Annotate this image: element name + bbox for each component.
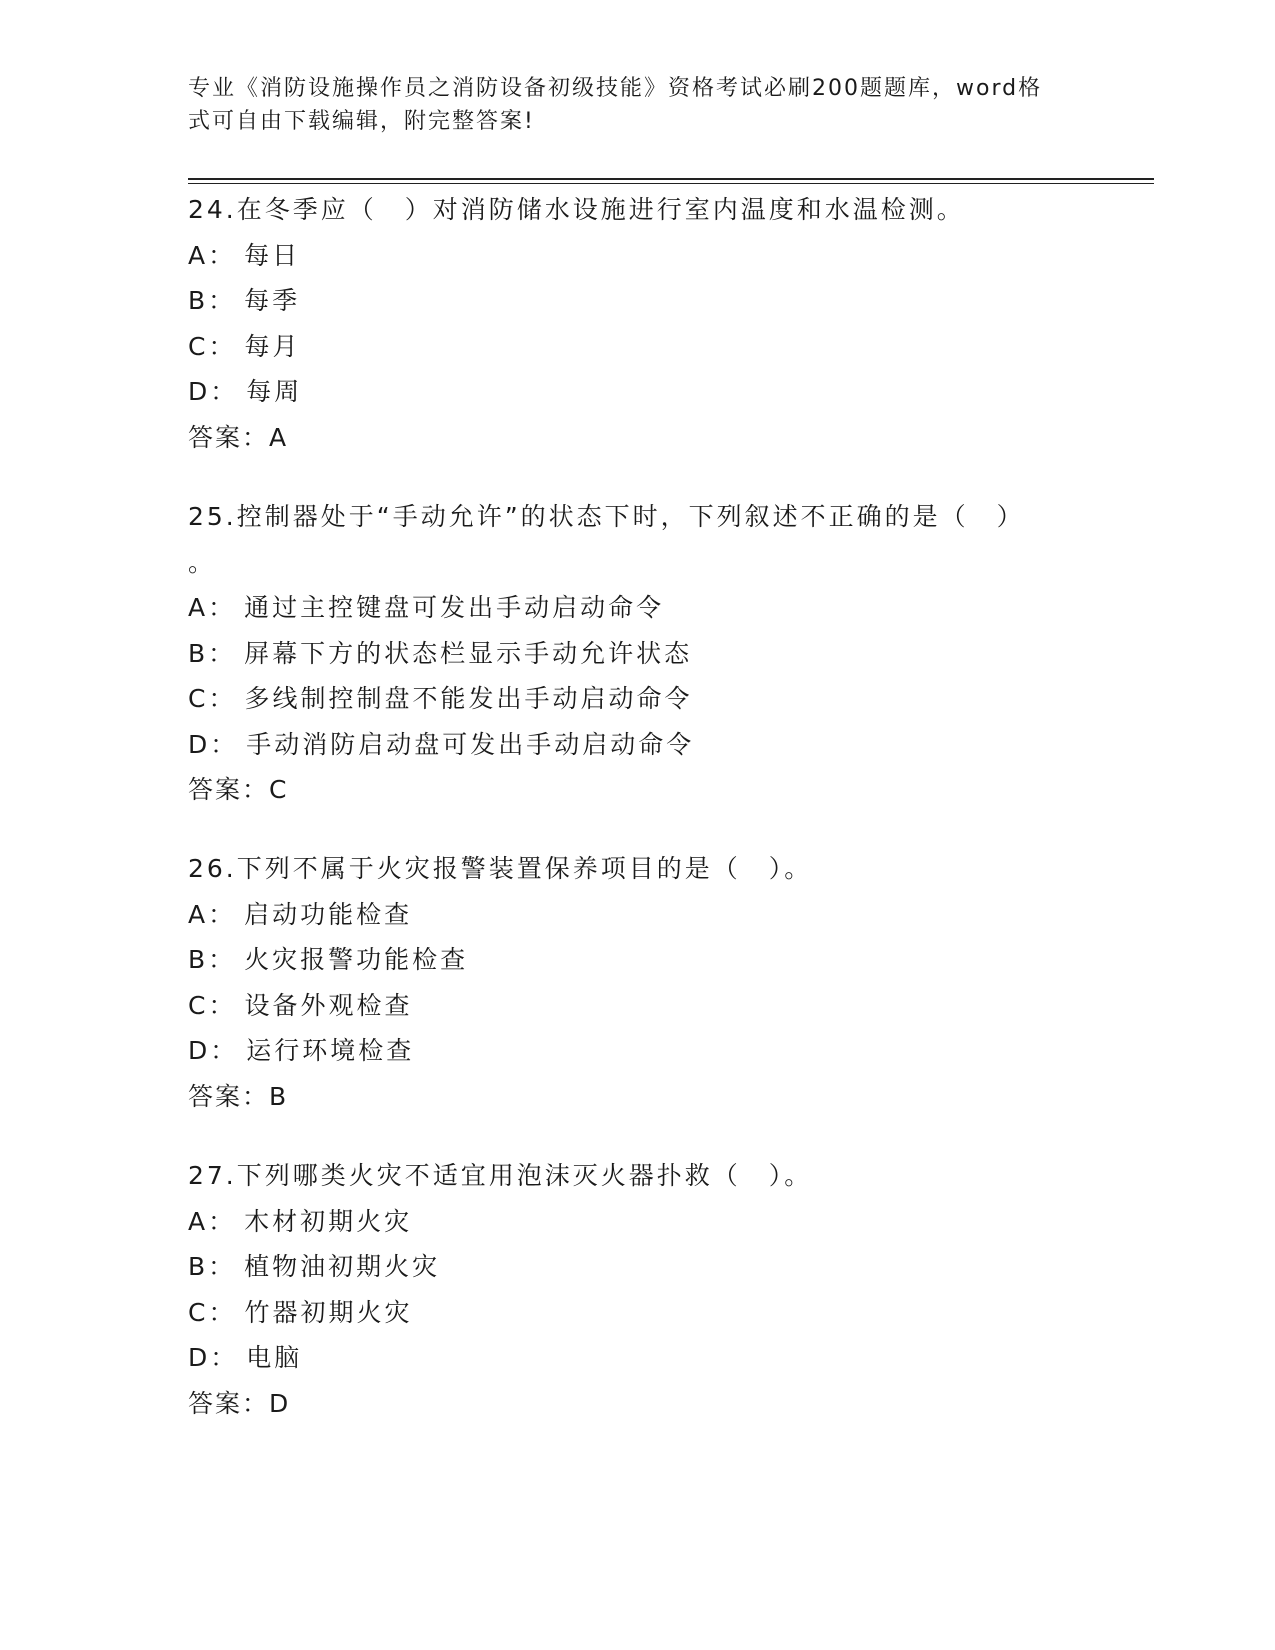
- option-text: 每周: [246, 377, 303, 406]
- question-stem-continuation: 。: [188, 547, 217, 577]
- option-a: [188, 1199, 1088, 1245]
- option-text: 手动消防启动盘可发出手动启动命令: [246, 729, 695, 759]
- option-text: 多线制控制盘不能发出手动启动命令: [244, 684, 693, 713]
- option-b: [188, 1244, 1088, 1290]
- option-b: [188, 631, 1088, 677]
- option-text: 设备外观检查: [244, 990, 413, 1020]
- option-text: 植物油初期火灾: [244, 1252, 441, 1281]
- option-text: 运行环境检查: [246, 1036, 415, 1065]
- option-key: A：: [188, 593, 237, 622]
- question-stem: 26.下列不属于火灾报警装置保养项目的是（ ）。: [188, 854, 813, 883]
- question-stem: 24.在冬季应（ ）对消防储水设施进行室内温度和水温检测。: [188, 195, 965, 224]
- option-text: 每日: [244, 240, 301, 270]
- option-key: D：: [188, 1036, 239, 1065]
- option-d: [188, 722, 1088, 768]
- option-key: D：: [188, 1343, 239, 1372]
- answer-line: 答案：A: [188, 422, 289, 452]
- option-text: 每季: [244, 286, 301, 315]
- document-header: [188, 72, 1088, 138]
- option-key: C：: [188, 990, 237, 1020]
- option-text: 竹器初期火灾: [244, 1297, 413, 1327]
- option-a: [188, 892, 1088, 938]
- option-text: 通过主控键盘可发出手动启动命令: [244, 593, 665, 622]
- question-stem: 27.下列哪类火灾不适宜用泡沫灭火器扑救（ ）。: [188, 1161, 813, 1190]
- option-a: [188, 585, 1088, 631]
- option-key: B：: [188, 1252, 237, 1281]
- option-text: 电脑: [246, 1343, 303, 1372]
- option-key: C：: [188, 331, 237, 361]
- question-26: [188, 846, 1088, 1119]
- question-24: [188, 187, 1088, 460]
- option-text: 木材初期火灾: [244, 1206, 413, 1236]
- answer-line: 答案：C: [188, 775, 289, 804]
- option-c: [188, 676, 1088, 722]
- option-c: [188, 1290, 1088, 1336]
- option-text: 火灾报警功能检查: [244, 945, 469, 974]
- option-c: [188, 324, 1088, 370]
- option-d: [188, 1028, 1088, 1074]
- option-key: A：: [188, 1206, 237, 1236]
- option-text: 每月: [244, 331, 301, 361]
- option-d: [188, 1335, 1088, 1381]
- header-line-1: 专业《消防设施操作员之消防设备初级技能》资格考试必刷200题题库，word格: [188, 76, 1043, 101]
- option-text: 启动功能检查: [244, 899, 413, 929]
- option-b: [188, 278, 1088, 324]
- option-c: [188, 983, 1088, 1029]
- question-stem: 25.控制器处于“手动允许”的状态下时，下列叙述不正确的是（ ）: [188, 502, 1025, 531]
- answer-line: 答案：B: [188, 1081, 289, 1111]
- option-key: A：: [188, 240, 237, 270]
- answer-line: 答案：D: [188, 1388, 291, 1418]
- option-key: B：: [188, 945, 237, 974]
- option-text: 屏幕下方的状态栏显示手动允许状态: [244, 638, 693, 668]
- header-divider-thin: [188, 183, 1154, 184]
- option-d: [188, 369, 1088, 415]
- option-key: A：: [188, 899, 237, 929]
- option-a: [188, 233, 1088, 279]
- option-key: B：: [188, 638, 237, 668]
- option-key: D：: [188, 729, 239, 759]
- option-key: B：: [188, 286, 237, 315]
- header-line-2: 式可自由下载编辑，附完整答案!: [188, 109, 535, 134]
- option-key: C：: [188, 684, 237, 713]
- option-b: [188, 937, 1088, 983]
- question-27: [188, 1153, 1088, 1426]
- question-25: [188, 494, 1088, 813]
- header-divider-thick: [188, 178, 1154, 180]
- option-key: C：: [188, 1297, 237, 1327]
- option-key: D：: [188, 377, 239, 406]
